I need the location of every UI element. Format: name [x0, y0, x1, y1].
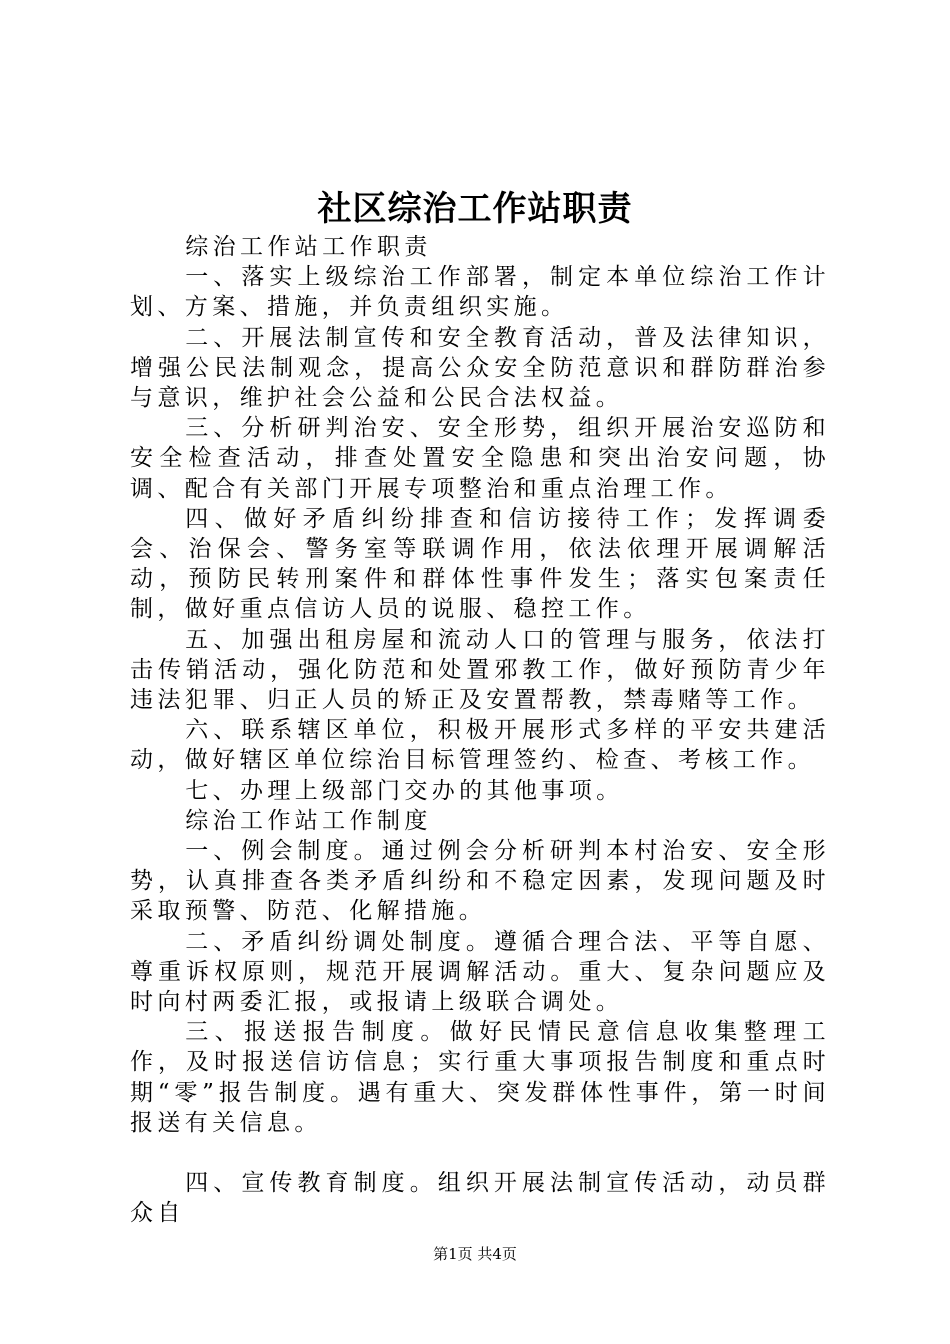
paragraph: 六、联系辖区单位，积极开展形式多样的平安共建活动，做好辖区单位综治目标管理签约、检查、考核工作。	[130, 717, 830, 774]
paragraph: 七、办理上级部门交办的其他事项。	[185, 777, 624, 804]
paragraph: 四、宣传教育制度。组织开展法制宣传活动，动员群众自	[130, 1170, 830, 1227]
page-number: 第1页 共4页	[433, 1245, 517, 1263]
paragraph: 二、开展法制宣传和安全教育活动，普及法律知识，增强公民法制观念，提高公众安全防范意识和群防群治参与意识，维护社会公益和公民合法权益。	[130, 324, 830, 412]
document-body	[130, 232, 830, 1229]
paragraph: 三、分析研判治安、安全形势，组织开展治安巡防和安全检查活动，排查处置安全隐患和突出治安问题，协调、配合有关部门开展专项整治和重点治理工作。	[130, 415, 830, 502]
paragraph: 三、报送报告制度。做好民情民意信息收集整理工作，及时报送信访信息；实行重大事项报告制度和重点时期“零”报告制度。遇有重大、突发群体性事件，第一时间报送有关信息。	[130, 1019, 830, 1136]
paragraph: 一、例会制度。通过例会分析研判本村治安、安全形势，认真排查各类矛盾纠纷和不稳定因素，发现问题及时采取预警、防范、化解措施。	[130, 838, 830, 925]
paragraph: 四、做好矛盾纠纷排查和信访接待工作；发挥调委会、治保会、警务室等联调作用，依法依理开展调解活动，预防民转刑案件和群体性事件发生；落实包案责任制，做好重点信访人员的说服、稳控工作。	[130, 505, 830, 623]
section-heading-rules: 综治工作站工作制度	[185, 807, 432, 834]
document-title: 社区综治工作站职责	[317, 189, 633, 229]
paragraph: 二、矛盾纠纷调处制度。遵循合理合法、平等自愿、尊重诉权原则，规范开展调解活动。重大、复杂问题应及时向村两委汇报，或报请上级联合调处。	[130, 928, 830, 1016]
section-heading-duties: 综治工作站工作职责	[185, 234, 432, 260]
paragraph: 一、落实上级综治工作部署，制定本单位综治工作计划、方案、措施，并负责组织实施。	[130, 264, 830, 321]
paragraph: 五、加强出租房屋和流动人口的管理与服务，依法打击传销活动，强化防范和处置邪教工作，做好预防青少年违法犯罪、归正人员的矫正及安置帮教，禁毒赌等工作。	[130, 626, 830, 714]
